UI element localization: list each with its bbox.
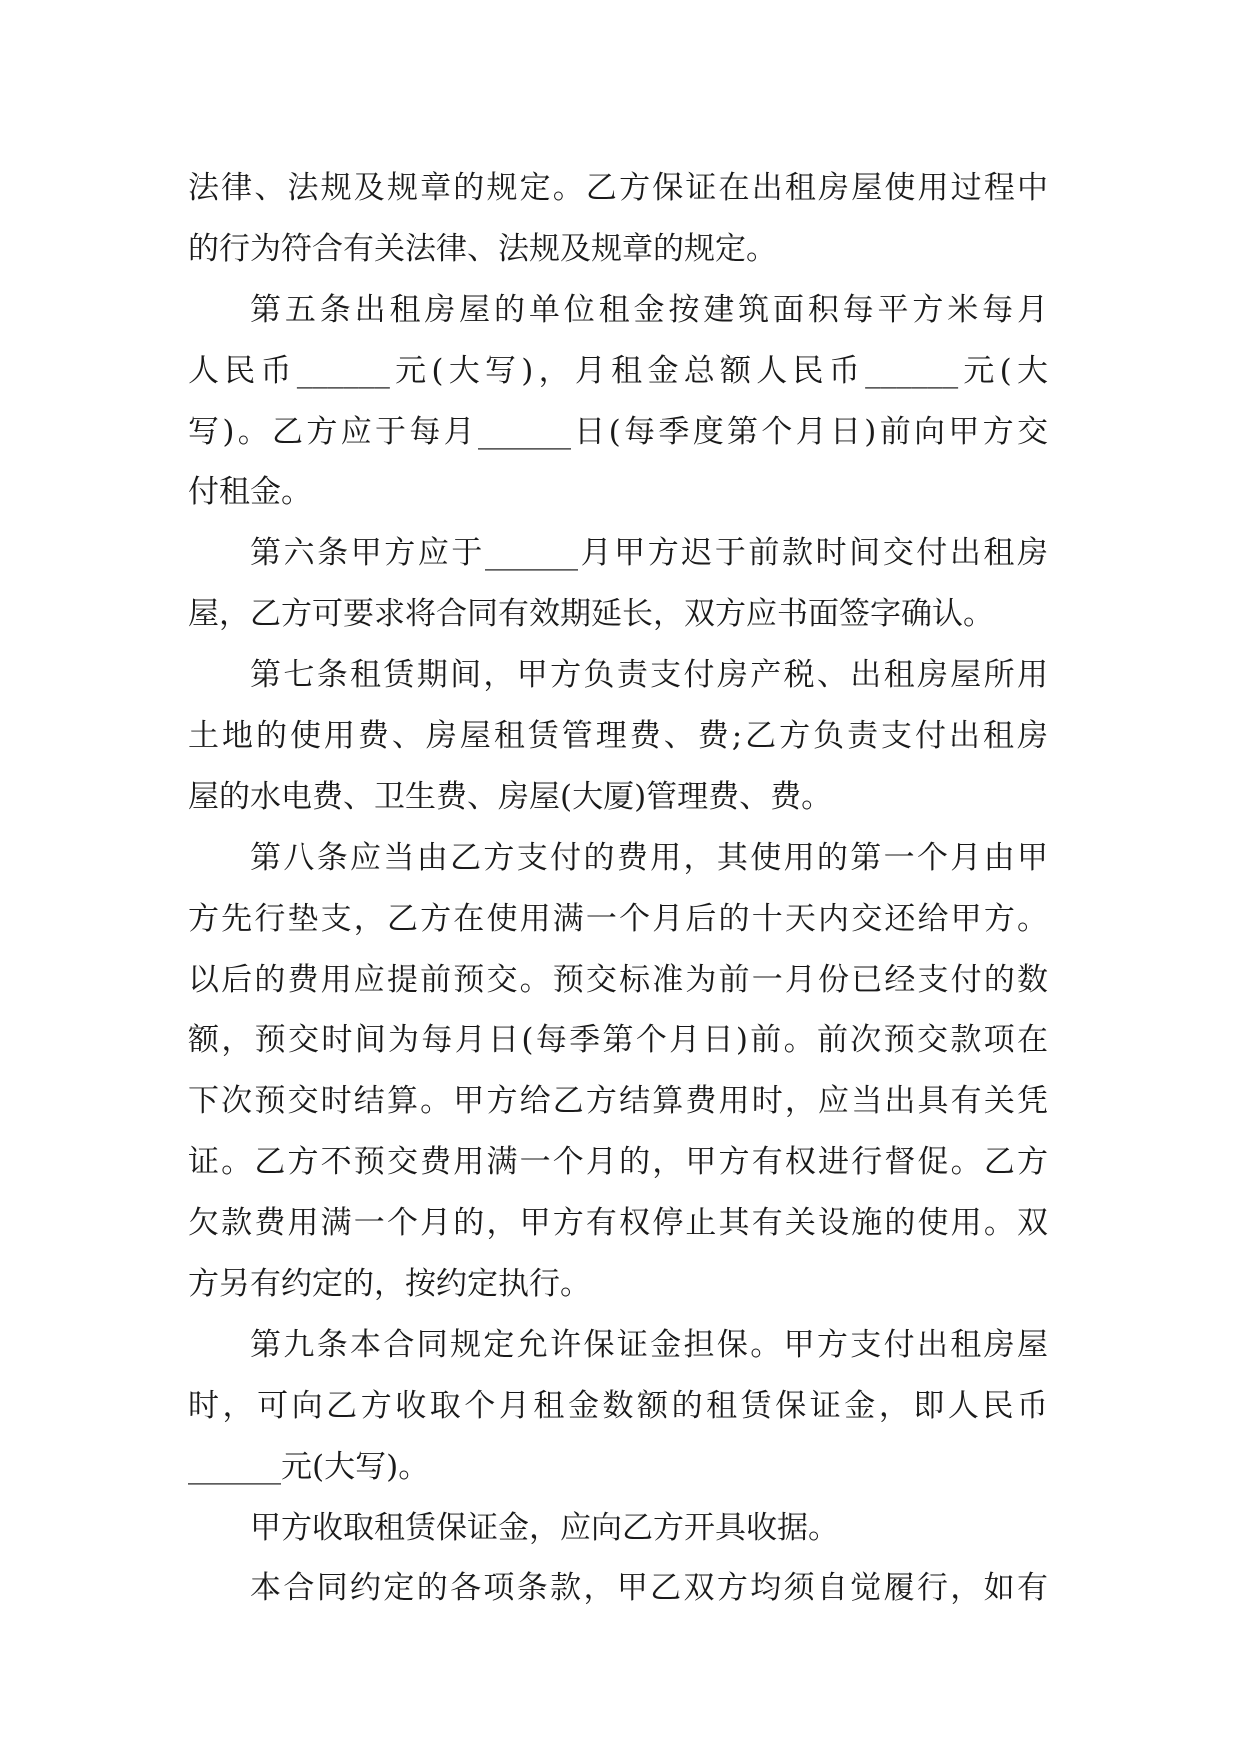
text-line: 人民币______元(大写)，月租金总额人民币______元(大 <box>188 352 1048 389</box>
text-line: 的行为符合有关法律、法规及规章的规定。 <box>188 230 777 267</box>
text-line: 屋，乙方可要求将合同有效期延长，双方应书面签字确认。 <box>188 596 994 633</box>
text-line: 以后的费用应提前预交。预交标准为前一月份已经支付的数 <box>188 961 1048 998</box>
text-line: 时，可向乙方收取个月租金数额的租赁保证金，即人民币 <box>188 1387 1048 1424</box>
document-body <box>188 158 1048 1619</box>
text-line: 屋的水电费、卫生费、房屋(大厦)管理费、费。 <box>188 778 833 815</box>
text-line: 下次预交时结算。甲方给乙方结算费用时，应当出具有关凭 <box>188 1083 1048 1120</box>
text-line: 本合同约定的各项条款，甲乙双方均须自觉履行，如有 <box>250 1570 1048 1607</box>
text-line: 法律、法规及规章的规定。乙方保证在出租房屋使用过程中 <box>188 170 1048 206</box>
text-line: 第九条本合同规定允许保证金担保。甲方支付出租房屋 <box>250 1326 1048 1363</box>
text-line: 欠款费用满一个月的，甲方有权停止其有关设施的使用。双 <box>188 1205 1048 1242</box>
text-line: 方先行垫支，乙方在使用满一个月后的十天内交还给甲方。 <box>188 900 1048 937</box>
text-line: 第五条出租房屋的单位租金按建筑面积每平方米每月 <box>250 291 1048 328</box>
text-line: 付租金。 <box>188 474 312 511</box>
text-line: 甲方收取租赁保证金，应向乙方开具收据。 <box>250 1509 839 1546</box>
text-line: 额，预交时间为每月日(每季第个月日)前。前次预交款项在 <box>188 1022 1048 1059</box>
text-line: 土地的使用费、房屋租赁管理费、费;乙方负责支付出租房 <box>188 718 1048 755</box>
text-line: 第七条租赁期间，甲方负责支付房产税、出租房屋所用 <box>250 657 1048 694</box>
text-line: 写)。乙方应于每月______日(每季度第个月日)前向甲方交 <box>188 413 1048 450</box>
text-line: 方另有约定的，按约定执行。 <box>188 1266 591 1303</box>
text-line: ______元(大写)。 <box>188 1448 430 1485</box>
text-line: 证。乙方不预交费用满一个月的，甲方有权进行督促。乙方 <box>188 1144 1048 1181</box>
text-line: 第八条应当由乙方支付的费用，其使用的第一个月由甲 <box>250 839 1048 876</box>
text-line: 第六条甲方应于______月甲方迟于前款时间交付出租房 <box>250 535 1048 572</box>
